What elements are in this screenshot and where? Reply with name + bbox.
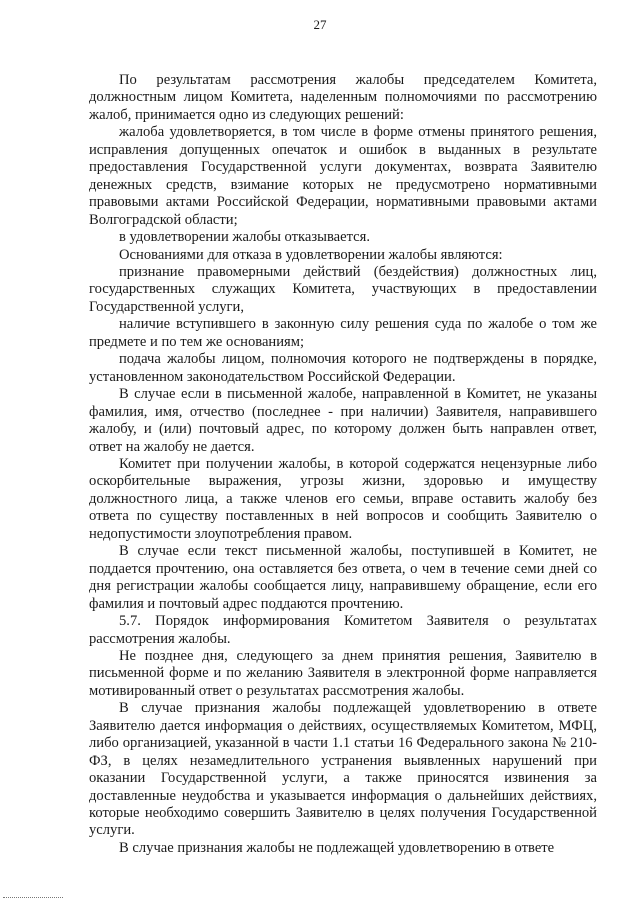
section-heading: 5.7. Порядок информирования Комитетом Заявителя о результатах рассмотрения жалобы. bbox=[89, 613, 597, 647]
paragraph: наличие вступившего в законную силу решения суда по жалобе о том же предмете и по тем же основаниям; bbox=[89, 316, 597, 350]
scan-artifact-line bbox=[3, 897, 63, 900]
paragraph: Не позднее дня, следующего за днем принятия решения, Заявителю в письменной форме и по желанию Заявителя в электронной форме направляется мотивированный ответ о результатах рассмотрения жалобы. bbox=[89, 647, 597, 699]
paragraph: По результатам рассмотрения жалобы председателем Комитета, должностным лицом Комитета, наделенным полномочиями по рассмотрению жалоб, принимается одно из следующих решений: bbox=[89, 72, 597, 123]
paragraph: признание правомерными действий (бездействия) должностных лиц, государственных служащих Комитета, участвующих в предоставлении Государственной услуги, bbox=[89, 263, 597, 315]
page-number: 27 bbox=[313, 17, 327, 32]
paragraph: В случае если текст письменной жалобы, поступившей в Комитет, не поддается прочтению, она оставляется без ответа, о чем в течение семи дней со дня регистрации жалобы сообщается лицу, направившему обращение, если его фамилия и почтовый адрес поддаются прочтению. bbox=[89, 543, 597, 612]
paragraph: в удовлетворении жалобы отказывается. bbox=[119, 229, 371, 246]
paragraph: В случае если в письменной жалобе, направленной в Комитет, не указаны фамилия, имя, отчество (последнее - при наличии) Заявителя, направившего жалобу, и (или) почтовый адрес, по которому должен быть направлен ответ, ответ на жалобу не дается. bbox=[89, 386, 597, 455]
paragraph: В случае признания жалобы подлежащей удовлетворению в ответе Заявителю дается информация о действиях, осуществляемых Комитетом, МФЦ, либо организацией, указанной в части 1.1 статьи 16 Федерального закона № 210-ФЗ, в целях незамедлительного устранения выявленных нарушений при оказании Государственной услуги, а также приносятся извинения за доставленные неудобства и указывается информация о дальнейших действиях, которые необходимо совершить Заявителю в целях получения Государственной услуги. bbox=[89, 700, 597, 839]
paragraph: жалоба удовлетворяется, в том числе в форме отмены принятого решения, исправления допущенных опечаток и ошибок в выданных в результате предоставления Государственной услуги документах, возврата Заявителю денежных средств, взимание которых не предусмотрено нормативными правовыми актами Российской Федерации, нормативными правовыми актами Волгоградской области; bbox=[89, 124, 597, 228]
paragraph: Комитет при получении жалобы, в которой содержатся нецензурные либо оскорбительные выражения, угрозы жизни, здоровью и имуществу должностного лица, а также членов его семьи, вправе оставить жалобу без ответа по существу поставленных в ней вопросов и сообщить Заявителю о недопустимости злоупотребления правом. bbox=[89, 455, 597, 542]
document-body bbox=[89, 72, 597, 857]
paragraph: В случае признания жалобы не подлежащей удовлетворению в ответе bbox=[119, 839, 555, 856]
paragraph: Основаниями для отказа в удовлетворении жалобы являются: bbox=[119, 246, 503, 263]
paragraph: подача жалобы лицом, полномочия которого не подтверждены в порядке, установленном законодательством Российской Федерации. bbox=[89, 351, 597, 385]
